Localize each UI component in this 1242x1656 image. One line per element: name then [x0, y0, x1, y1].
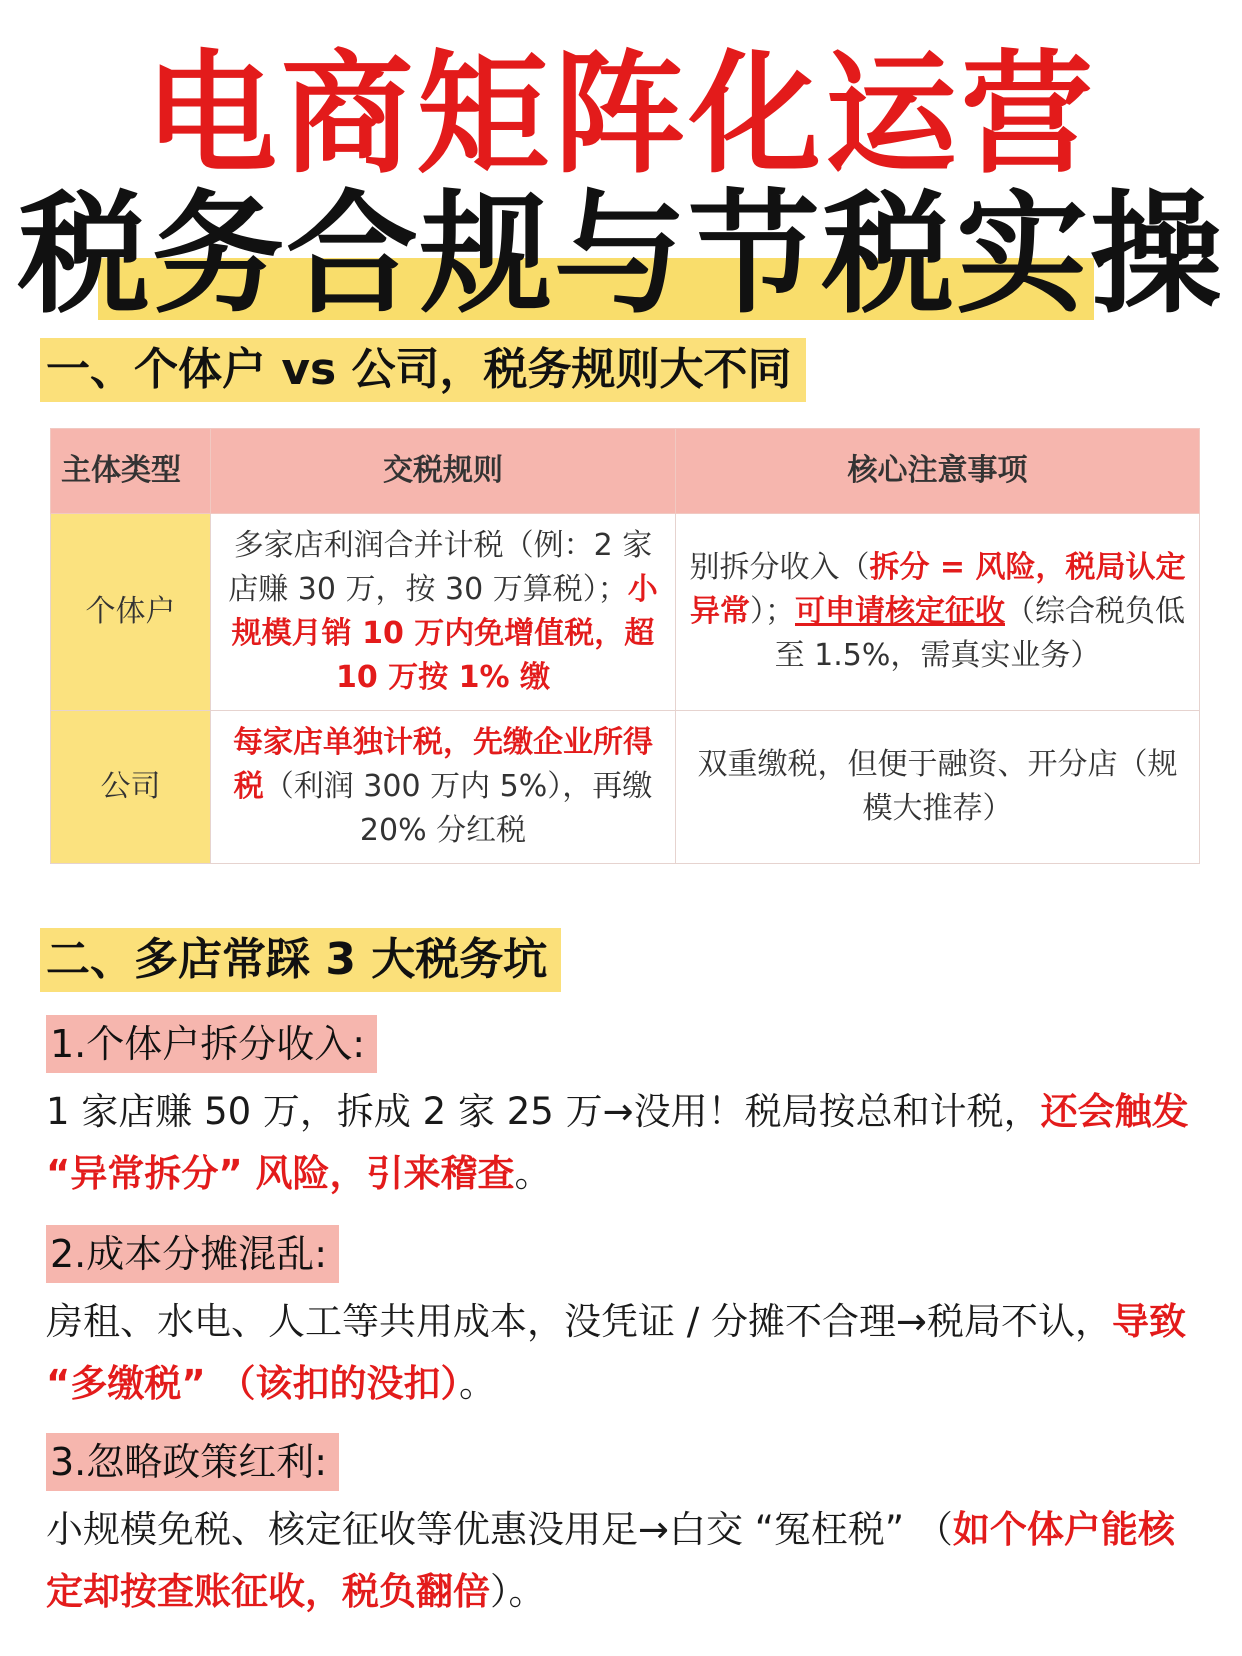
pitfall-body	[46, 1081, 1206, 1205]
cell-entity-type: 个体户	[51, 514, 211, 711]
section2-heading: 二、多店常踩 3 大税务坑	[40, 928, 561, 992]
note-highlight: 拆分 = 风险，税局认定异常	[690, 550, 1186, 629]
rule-text: 多家店利润合并计税（例：2 家店赚 30 万，按 30 万算税）；	[228, 528, 653, 607]
main-title-line2-wrap	[0, 180, 1242, 330]
cell-tax-rule	[211, 711, 676, 864]
cell-key-note: 双重缴税，但便于融资、开分店（规模大推荐）	[676, 711, 1200, 864]
header-key-notes: 核心注意事项	[676, 429, 1200, 514]
pitfall-item	[46, 1433, 1206, 1623]
table-header-row	[51, 429, 1200, 514]
header-entity-type: 主体类型	[51, 429, 211, 514]
section1-heading: 一、个体户 vs 公司，税务规则大不同	[40, 338, 806, 402]
main-title-line1: 电商矩阵化运营	[145, 38, 1097, 192]
pitfall-text: 小规模免税、核定征收等优惠没用足→白交 “冤枉税” （	[46, 1508, 953, 1551]
pitfall-tail: 。	[459, 1362, 497, 1405]
pitfall-item	[46, 1225, 1206, 1415]
pitfall-text: 房租、水电、人工等共用成本，没凭证 / 分摊不合理→税局不认，	[46, 1300, 1112, 1343]
comparison-table	[50, 428, 1200, 864]
pitfall-title: 3.忽略政策红利:	[46, 1433, 339, 1491]
cell-entity-type: 公司	[51, 711, 211, 864]
header-tax-rules: 交税规则	[211, 429, 676, 514]
rule-text: （利润 300 万内 5%），再缴 20% 分红税	[263, 769, 653, 848]
note-text: ）；	[750, 594, 795, 629]
cell-key-note	[676, 514, 1200, 711]
cell-tax-rule	[211, 514, 676, 711]
pitfall-title: 2.成本分摊混乱:	[46, 1225, 339, 1283]
pitfall-text: 1 家店赚 50 万，拆成 2 家 25 万→没用！税局按总和计税，	[46, 1090, 1041, 1133]
note-text: 别拆分收入（	[689, 550, 870, 585]
table-row	[51, 711, 1200, 864]
pitfall-tail: ）。	[490, 1570, 546, 1613]
pitfall-highlight: 如个体户能核定却按查账征收，税负翻倍	[46, 1508, 1175, 1613]
note-text: （综合税负低至 1.5%，需真实业务）	[774, 594, 1185, 673]
pitfall-title: 1.个体户拆分收入:	[46, 1015, 377, 1073]
pitfall-highlight: 导致 “多缴税” （该扣的没扣）	[46, 1300, 1186, 1405]
note-underlined-highlight: 可申请核定征收	[795, 594, 1005, 629]
pitfall-body	[46, 1499, 1206, 1623]
pitfall-item	[46, 1015, 1206, 1205]
pitfall-body	[46, 1291, 1206, 1415]
pitfall-tail: 。	[514, 1152, 552, 1195]
table-row	[51, 514, 1200, 711]
pitfall-highlight: 还会触发 “异常拆分” 风险，引来稽查	[46, 1090, 1189, 1195]
rule-highlight: 小规模月销 10 万内免增值税，超 10 万按 1% 缴	[231, 572, 658, 695]
rule-highlight: 每家店单独计税，先缴企业所得税	[233, 725, 653, 804]
main-title-line2: 税务合规与节税实操	[18, 178, 1224, 332]
